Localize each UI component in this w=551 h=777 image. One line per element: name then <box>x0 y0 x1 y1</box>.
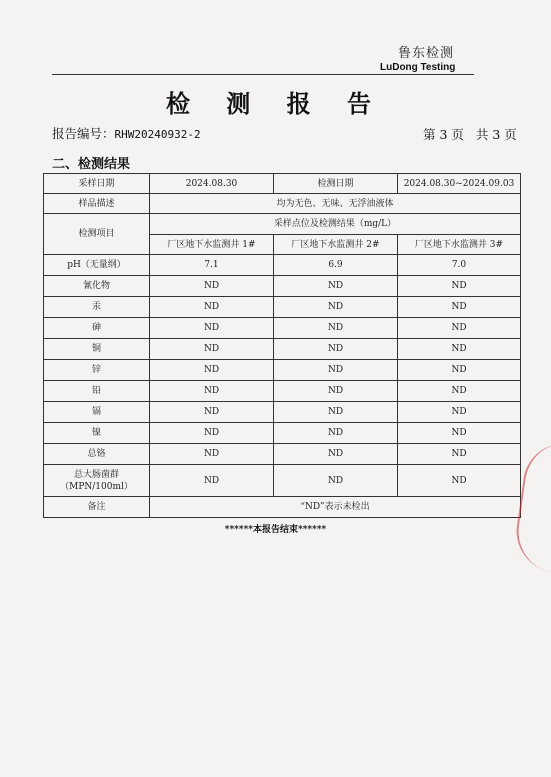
result-value: ND <box>150 402 274 423</box>
table-row <box>44 174 521 194</box>
result-value: ND <box>398 444 521 465</box>
item-name: 镉 <box>44 402 150 423</box>
results-table <box>43 173 521 518</box>
result-value: ND <box>150 381 274 402</box>
table-row <box>44 360 521 381</box>
page-current: 第 3 页 <box>423 127 464 142</box>
report-number-value: RHW20240932-2 <box>114 128 201 141</box>
item-name: 铜 <box>44 339 150 360</box>
result-header: 采样点位及检测结果（mg/L） <box>150 214 521 235</box>
item-name: 锌 <box>44 360 150 381</box>
result-value: ND <box>150 339 274 360</box>
coliform-value-2: ND <box>274 465 398 497</box>
result-value: ND <box>274 339 398 360</box>
result-value: ND <box>398 339 521 360</box>
end-note: ******本报告结束****** <box>224 525 327 535</box>
sample-desc-value: 均为无色、无味、无浮油液体 <box>150 194 521 214</box>
result-value: ND <box>150 297 274 318</box>
coliform-label <box>44 465 150 497</box>
remark-value: “ND”表示未检出 <box>150 497 521 518</box>
remark-label: 备注 <box>44 497 150 518</box>
table-row <box>44 255 521 276</box>
test-date-label: 检测日期 <box>274 174 398 194</box>
result-value: ND <box>398 276 521 297</box>
table-row <box>44 402 521 423</box>
result-value: ND <box>274 402 398 423</box>
table-row <box>44 297 521 318</box>
result-value: 7.0 <box>398 255 521 276</box>
item-name: 铅 <box>44 381 150 402</box>
result-value: ND <box>398 423 521 444</box>
result-value: ND <box>398 402 521 423</box>
table-row <box>44 318 521 339</box>
report-number-label: 报告编号： <box>52 126 115 141</box>
result-value: ND <box>398 318 521 339</box>
result-value: 6.9 <box>274 255 398 276</box>
table-row <box>44 444 521 465</box>
table-row <box>44 276 521 297</box>
coliform-label-unit: （MPN/100ml） <box>60 481 133 492</box>
test-date-value: 2024.08.30~2024.09.03 <box>398 174 521 194</box>
table-row <box>44 465 521 497</box>
item-name: 汞 <box>44 297 150 318</box>
table-row <box>44 381 521 402</box>
sampling-date-value: 2024.08.30 <box>150 174 274 194</box>
result-value: ND <box>398 297 521 318</box>
result-value: ND <box>150 360 274 381</box>
result-value: ND <box>398 381 521 402</box>
section-title: 二、检测结果 <box>52 157 131 172</box>
page-total: 共 3 页 <box>475 127 517 142</box>
result-value: ND <box>150 318 274 339</box>
result-value: ND <box>150 423 274 444</box>
lab-name: 鲁东检测 <box>398 46 455 61</box>
point-header-2: 厂区地下水监测井 2# <box>274 235 398 255</box>
item-name: 氰化物 <box>44 276 150 297</box>
result-value: ND <box>274 444 398 465</box>
table-row <box>44 423 521 444</box>
report-title: 检 测 报 告 <box>165 89 386 118</box>
coliform-value-3: ND <box>398 465 521 497</box>
item-name: pH（无量纲） <box>44 255 150 276</box>
table-row <box>44 339 521 360</box>
result-value: ND <box>150 444 274 465</box>
result-value: ND <box>274 297 398 318</box>
result-value: ND <box>274 318 398 339</box>
lab-name-english: LuDong Testing <box>380 62 456 73</box>
item-header: 检测项目 <box>44 214 150 255</box>
header-rule <box>52 74 474 75</box>
sampling-date-label: 采样日期 <box>44 174 150 194</box>
report-number <box>52 124 201 142</box>
result-value: ND <box>274 276 398 297</box>
coliform-value-1: ND <box>150 465 274 497</box>
result-value: ND <box>398 360 521 381</box>
point-header-3: 厂区地下水监测井 3# <box>398 235 521 255</box>
point-header-1: 厂区地下水监测井 1# <box>150 235 274 255</box>
sample-desc-label: 样品描述 <box>44 194 150 214</box>
item-name: 砷 <box>44 318 150 339</box>
table-row <box>44 497 521 518</box>
result-value: ND <box>274 423 398 444</box>
result-value: 7.1 <box>150 255 274 276</box>
page-indicator <box>415 125 517 143</box>
item-name: 镍 <box>44 423 150 444</box>
item-name: 总铬 <box>44 444 150 465</box>
table-row <box>44 214 521 235</box>
result-value: ND <box>274 381 398 402</box>
coliform-label-name: 总大肠菌群 <box>73 469 119 480</box>
result-value: ND <box>274 360 398 381</box>
table-row <box>44 194 521 214</box>
result-value: ND <box>150 276 274 297</box>
